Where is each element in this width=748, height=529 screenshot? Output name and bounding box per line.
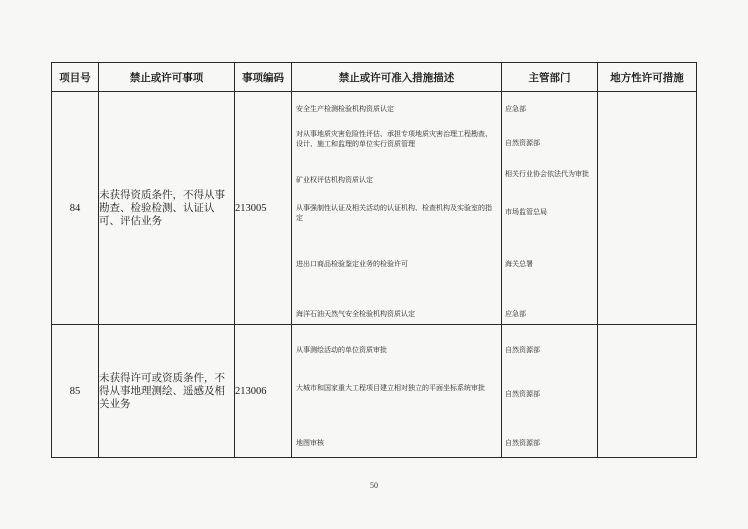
measure-description: 大城市和国家重大工程项目建立相对独立的平面坐标系统审批: [296, 384, 485, 392]
header-measure-description: 禁止或许可准入措施描述: [292, 63, 502, 92]
row-local-measures: [598, 325, 697, 458]
measure-description: 对从事地质灾害危险性评估、承担专项地质灾害治理工程勘查、设计、施工和监理的单位实行资质管理: [296, 130, 492, 148]
department-name: 市场监管总局: [505, 208, 547, 216]
row-local-measures: [598, 92, 697, 325]
table-row: [52, 92, 697, 325]
header-matter: 禁止或许可事项: [99, 63, 235, 92]
department-name: 海关总署: [505, 260, 533, 268]
measure-description: 从事强制性认证及相关活动的认证机构、检查机构及实验室的指定: [296, 204, 492, 222]
measure-description: 矿业权评估机构资质认定: [296, 176, 373, 184]
row-number: 84: [52, 92, 99, 325]
row-matter: 未获得许可或资质条件，不得从事地理测绘、遥感及相关业务: [99, 325, 235, 458]
department-name: 应急部: [505, 310, 526, 318]
measure-description: 进出口商品检验鉴定业务的检验许可: [296, 260, 408, 268]
row-measures: [292, 325, 502, 458]
department-name: 自然资源部: [505, 390, 540, 398]
header-local-measures: 地方性许可措施: [598, 63, 697, 92]
department-name: 相关行业协会依法代为审批: [505, 170, 589, 178]
page-number: 50: [370, 481, 378, 490]
row-measures: [292, 92, 502, 325]
row-code: 213005: [235, 92, 292, 325]
header-department: 主管部门: [502, 63, 598, 92]
department-name: 应急部: [505, 105, 526, 113]
table-header-row: [52, 63, 697, 92]
measure-description: 从事测绘活动的单位资质审批: [296, 346, 387, 354]
department-name: 自然资源部: [505, 139, 540, 147]
department-name: 自然资源部: [505, 439, 540, 447]
measure-description: 地图审核: [296, 439, 324, 447]
permit-table: [51, 62, 697, 458]
header-code: 事项编码: [235, 63, 292, 92]
header-item-number: 项目号: [52, 63, 99, 92]
row-number: 85: [52, 325, 99, 458]
department-name: 自然资源部: [505, 346, 540, 354]
row-departments: [502, 325, 598, 458]
measure-description: 海洋石油天然气安全检验机构资质认定: [296, 310, 415, 318]
row-matter: 未获得资质条件，不得从事勘查、检验检测、认证认可、评估业务: [99, 92, 235, 325]
row-code: 213006: [235, 325, 292, 458]
row-departments: [502, 92, 598, 325]
measure-description: 安全生产检测检验机构资质认定: [296, 105, 394, 113]
table-row: [52, 325, 697, 458]
